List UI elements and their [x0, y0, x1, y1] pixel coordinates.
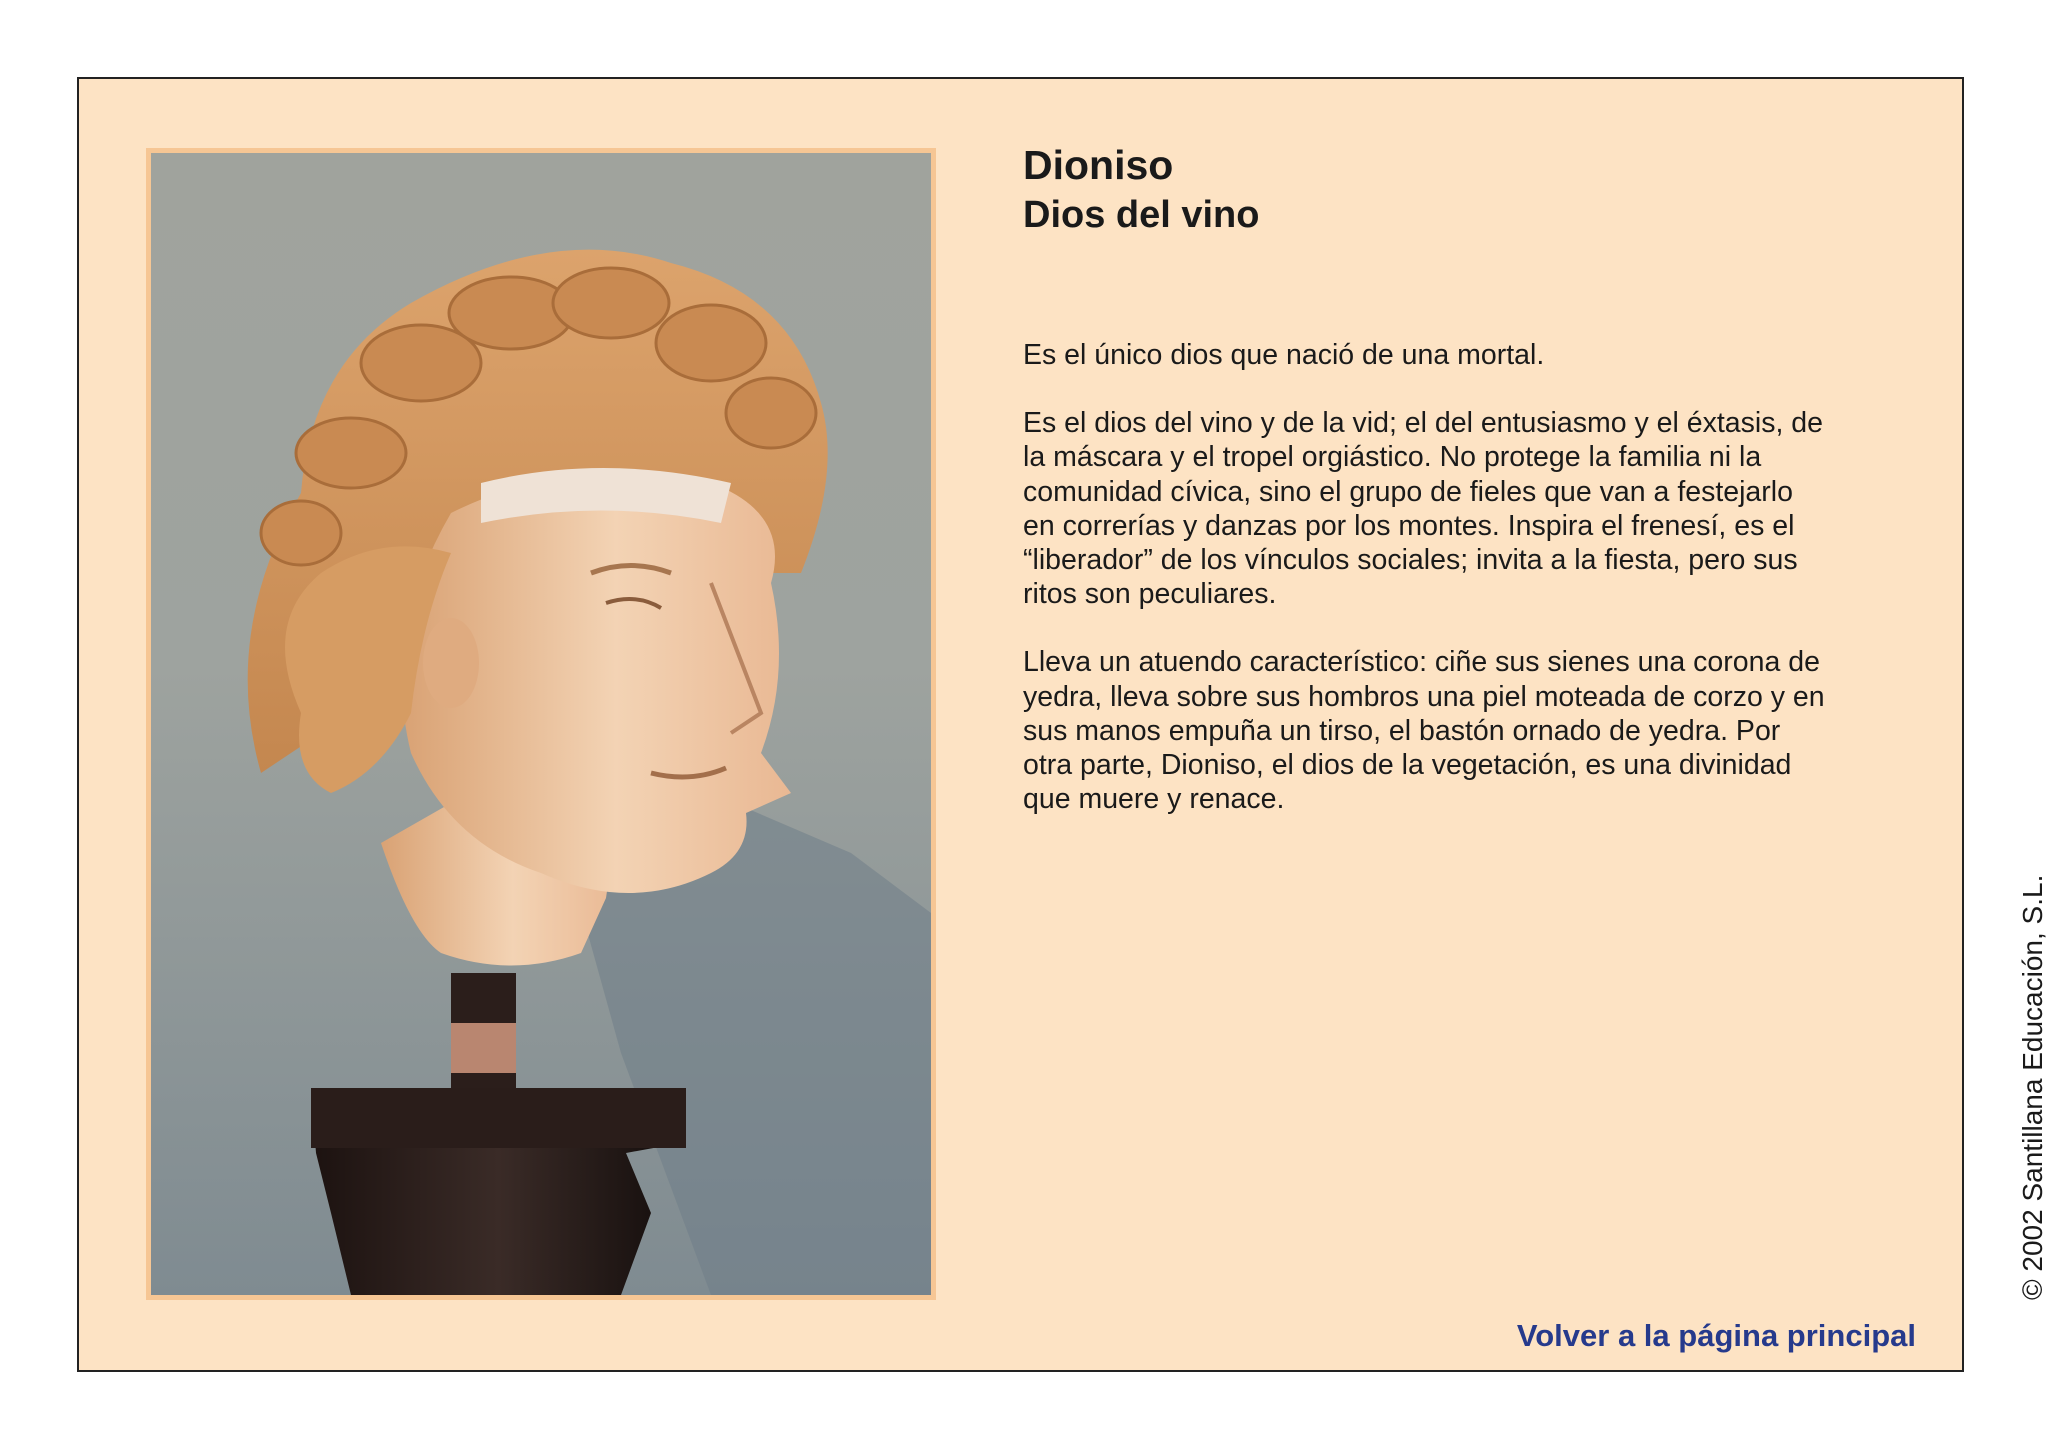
info-card	[77, 77, 1964, 1372]
description-paragraph-2: Es el dios del vino y de la vid; el del entusiasmo y el éxtasis, de la máscara y el tropel orgiástico. No protege la familia ni la comunidad cívica, sino el grupo de fieles que van a festejarlo en correrías y danzas por los montes. Inspira el frenesí, es el “liberador” de los vínculos sociales; invita a la fiesta, pero sus ritos son peculiares.	[1023, 407, 1824, 611]
support-rod-band-shape	[451, 1023, 516, 1073]
ear-shape	[423, 618, 479, 708]
bust-illustration	[151, 153, 931, 1295]
god-epithet-subtitle: Dios del vino	[1023, 194, 1260, 236]
description-paragraph-3: Lleva un atuendo característico: ciñe sus sienes una corona de yedra, lleva sobre sus hombros una piel moteada de corzo y en sus manos empuña un tirso, el bastón ornado de yedra. Por otra parte, Dioniso, el dios de la vegetación, es una divinidad que muere y renace.	[1023, 646, 1825, 816]
back-to-main-page-link[interactable]: Volver a la página principal	[1516, 1318, 1916, 1353]
dionysus-bust-photo	[146, 148, 936, 1300]
text-column	[1023, 141, 1903, 850]
description-paragraph-1: Es el único dios que nació de una mortal.	[1023, 339, 1545, 371]
description-body	[1023, 338, 1903, 816]
copyright-notice: © 2002 Santillana Educación, S.L.	[2017, 874, 2048, 1300]
god-name-title: Dioniso	[1023, 142, 1174, 188]
pedestal-top-shape	[311, 1088, 686, 1148]
